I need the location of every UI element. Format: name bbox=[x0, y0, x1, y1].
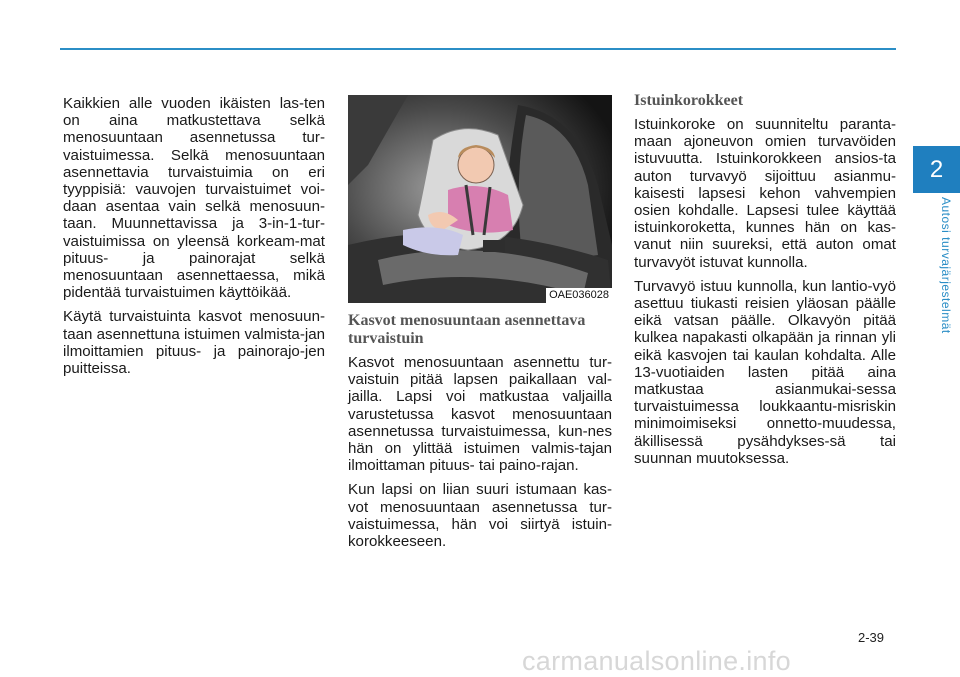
middle-column bbox=[348, 95, 612, 557]
top-rule bbox=[60, 48, 896, 50]
body-paragraph: Turvavyö istuu kunnolla, kun lantio-vyö asettuu tiukasti reisien yläosan päälle eikä vatsan päälle. Olkavyön pitää kulkea napakasti olkapään ja rinnan yli eikä kasvojen tai kaulan kohdalta. Alle 13-vuotiaiden lasten pitää aina matkustaa asianmukai-sessa turvaistuimessa loukkaantu-misriskin minimoimiseksi onnetto-muudessa, äkillisessä pysähdykses-sä tai suunnan muutoksessa. bbox=[634, 277, 896, 467]
body-paragraph: Kaikkien alle vuoden ikäisten las-ten on aina matkustettava selkä menosuuntaan asennetussa tur-vaistuimessa. Selkä menosuuntaan asennettavia turvaistuimia on eri tyyppisiä: vauvojen turvaistuimet voi-daan asentaa vain selkä menosuun-taan. Muunnettavissa ja 3-in-1-tur-vaistuimissa on yleensä korkeam-mat pituus- ja painorajat selkä menosuuntaan asennettaessa, mikä pidentää turvaistuimen käyttöikää. bbox=[63, 95, 325, 302]
section-heading: Istuinkorokkeet bbox=[634, 92, 744, 109]
image-code: OAE036028 bbox=[546, 288, 612, 303]
child-seat-photo bbox=[348, 95, 612, 303]
body-paragraph: Kun lapsi on liian suuri istumaan kas-vot menosuuntaan asennetussa tur-vaistuimessa, hän voi siirtyä istuin-korokkeeseen. bbox=[348, 481, 612, 551]
watermark: carmanualsonline.info bbox=[522, 646, 791, 676]
chapter-tab: 2 bbox=[913, 146, 960, 193]
chapter-label: Autosi turvajärjestelmät bbox=[939, 197, 953, 334]
body-paragraph: Istuinkoroke on suunniteltu paranta-maan ajoneuvon omien turvavöiden istuvuutta. Istuinkorokkeen ansios-ta auton turvavyö sijoittuu asianmu-kaisesti lapsesi kehon vahvempien osien kohdalle. Lapsesi tulee käyttää istuinkoroketta, kunnes hän on kas-vanut niin suureksi, että auton omat turvavyöt istuvat kunnolla. bbox=[634, 116, 896, 271]
right-column bbox=[634, 92, 896, 474]
body-paragraph: Kasvot menosuuntaan asennettu tur-vaistuin pitää lapsen paikallaan val-jailla. Lapsi voi matkustaa valjailla varustetussa kasvot menosuuntaan asennetussa turvaistuimessa, kun-nes hän on ylittää istuimen valmis-tajan ilmoittaman pituus- tai paino-rajan. bbox=[348, 354, 612, 475]
car-seat-illustration bbox=[348, 95, 612, 303]
section-heading: Kasvot menosuuntaan asennettava turvaistuin bbox=[348, 312, 586, 347]
left-column bbox=[63, 95, 325, 384]
body-paragraph: Käytä turvaistuinta kasvot menosuun-taan asennettuna istuimen valmista-jan ilmoittamien pituus- ja painorajo-jen puitteissa. bbox=[63, 308, 325, 378]
page-number: 2-39 bbox=[858, 630, 885, 645]
